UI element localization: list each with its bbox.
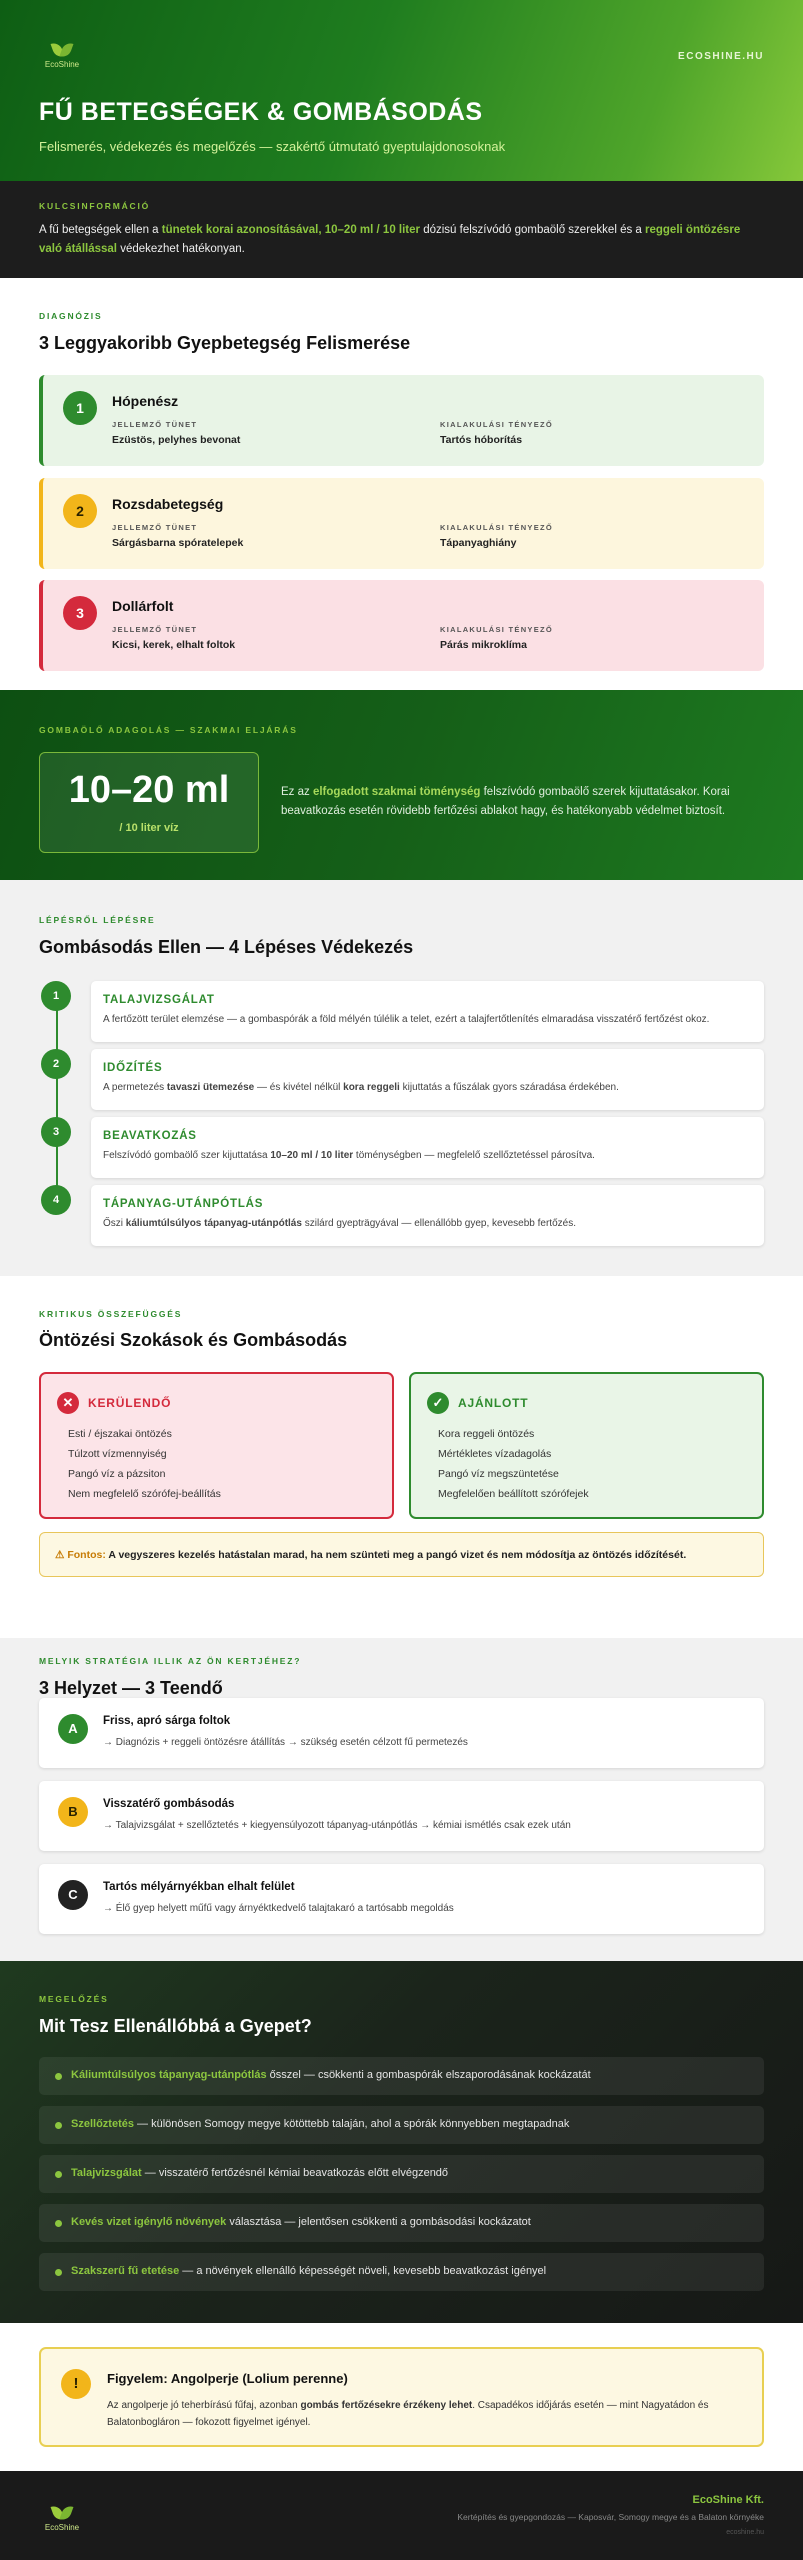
dose-kicker: GOMBAÖLŐ ADAGOLÁS — SZAKMAI ELJÁRÁS [39, 725, 298, 735]
bullet-icon [55, 2171, 62, 2178]
strategy-card [39, 1781, 764, 1851]
step-text: Felszívódó gombaölő szer kijuttatása [103, 1150, 271, 1161]
bullet-icon [55, 2220, 62, 2227]
step-number: 3 [41, 1117, 71, 1147]
key-text-part: A fű betegségek ellen a [39, 224, 162, 236]
warning-section [0, 2323, 803, 2471]
footer [0, 2471, 803, 2560]
step-number: 1 [41, 981, 71, 1011]
list-item: Nem megfelelő szórófej-beállítás [68, 1488, 221, 1500]
key-info-section [0, 181, 803, 278]
disease-number: 1 [63, 391, 97, 425]
list-item: Túlzott vízmennyiség [68, 1448, 167, 1460]
disease-number: 3 [63, 596, 97, 630]
step-description [103, 1014, 709, 1025]
step-card [52, 981, 764, 1042]
step-card [52, 1117, 764, 1178]
steps-kicker: LÉPÉSRŐL LÉPÉSRE [39, 915, 156, 925]
timeline-line [56, 995, 58, 1205]
prevention-rest: — a növények ellenálló képességét növeli, kevesebb beavatkozást igényel [179, 2265, 547, 2277]
footer-logo-text: EcoShine [44, 2523, 80, 2532]
prevention-title: Mit Tesz Ellenállóbbá a Gyepet? [39, 2016, 312, 2036]
symptom-label: JELLEMZŐ TÜNET [112, 523, 198, 532]
diagnosis-kicker: DIAGNÓZIS [39, 311, 103, 321]
list-item: Mértékletes vízadagolás [438, 1448, 552, 1460]
prevention-bold: Káliumtúlsúlyos tápanyag-utánpótlás [71, 2069, 267, 2081]
factor-value: Tápanyaghiány [440, 537, 517, 549]
step-description [103, 1150, 595, 1161]
step-text: szilárd gyepträgyával — ellenállóbb gyep, kevesebb fertőzés. [301, 1218, 576, 1229]
step-bold: kora reggeli [343, 1082, 400, 1093]
irrigation-title: Öntözési Szokások és Gombásodás [39, 1330, 348, 1350]
diagnosis-title: 3 Leggyakoribb Gyepbetegség Felismerése [39, 333, 411, 353]
warning-icon: ! [61, 2369, 91, 2399]
warning-text-part: . Csapadékos időjárás esetén — mint Nagyatádon és Balatonbogláron — fokozott figyelmet igényel. [107, 2400, 709, 2428]
step-title: TALAJVIZSGÁLAT [103, 994, 215, 1006]
factor-label: KIALAKULÁSI TÉNYEZŐ [440, 625, 554, 634]
prevention-rest: ősszel — csökkenti a gombaspórák elszaporodásának kockázatát [266, 2069, 591, 2081]
bullet-icon [55, 2269, 62, 2276]
close-icon: ✕ [57, 1392, 79, 1414]
irrigation-section [0, 1276, 803, 1638]
prevention-rest: — különösen Somogy megye kötöttebb talaján, ahol a spórák könnyebben megtapadnak [133, 2118, 570, 2130]
footer-site-link[interactable]: ecoshine.hu [726, 2529, 764, 2536]
leaf-icon [53, 2499, 71, 2521]
site-link[interactable]: ECOSHINE.HU [678, 51, 764, 62]
warning-box [39, 2347, 764, 2447]
step-text: A fertőzött terület elemzése — a gombaspórák a föld mélyén túlélik a telet, ezért a talajfertőtlenítés elmaradása visszatérő fertőzést okoz. [103, 1014, 710, 1025]
prevention-item [39, 2106, 764, 2144]
footer-company: EcoShine Kft. [692, 2494, 764, 2506]
strategy-card [39, 1864, 764, 1934]
prevention-item [39, 2155, 764, 2193]
list-item: Pangó víz a pázsiton [68, 1468, 166, 1480]
diagnosis-section [0, 278, 803, 690]
list-item: Esti / éjszakai öntözés [68, 1428, 172, 1440]
step-title: IDŐZÍTÉS [103, 1062, 163, 1074]
page-title: FŰ BETEGSÉGEK & GOMBÁSODÁS [39, 98, 483, 126]
steps-title: Gombásodás Ellen — 4 Lépéses Védekezés [39, 937, 414, 957]
strategy-section [0, 1638, 803, 1961]
step-description [103, 1082, 619, 1093]
dose-box [39, 752, 259, 853]
strategy-card [39, 1698, 764, 1768]
prevention-text [71, 2118, 569, 2130]
page-subtitle: Felismerés, védekezés és megelőzés — szakértő útmutató gyeptulajdonosoknak [39, 139, 506, 154]
key-text-part: védekezhet hatékonyan. [117, 243, 245, 255]
key-info-text [39, 221, 764, 259]
key-info-kicker: KULCSINFORMÁCIÓ [39, 201, 151, 211]
strategy-letter: A [58, 1714, 88, 1744]
factor-label: KIALAKULÁSI TÉNYEZŐ [440, 523, 554, 532]
strategy-letter: C [58, 1880, 88, 1910]
strategy-card-title: Visszatérő gombásodás [103, 1798, 235, 1810]
recommended-list [438, 1428, 589, 1508]
factor-value: Tartós hóborítás [440, 434, 523, 446]
disease-card [39, 580, 764, 671]
symptom-label: JELLEMZŐ TÜNET [112, 625, 198, 634]
strategy-title: 3 Helyzet — 3 Teendő [39, 1678, 223, 1698]
prevention-bold: Szakszerű fű etetése [71, 2265, 180, 2277]
disease-number: 2 [63, 494, 97, 528]
footer-logo[interactable] [39, 2499, 85, 2532]
dose-unit: / 10 liter víz [119, 822, 179, 834]
warning-text [107, 2397, 747, 2431]
bullet-icon [55, 2122, 62, 2129]
bullet-icon [55, 2073, 62, 2080]
step-number: 4 [41, 1185, 71, 1215]
strategy-card-title: Tartós mélyárnyékban elhalt felület [103, 1881, 295, 1893]
list-item: Pangó víz megszüntetése [438, 1468, 559, 1480]
strategy-card-desc: → Talajvizsgálat + szellőztetés + kiegyensúlyozott tápanyag-utánpótlás → kémiai ismétlés csak ezek után [103, 1820, 571, 1831]
steps-section [0, 880, 803, 1276]
dose-section [0, 690, 803, 880]
recommended-box [409, 1372, 764, 1519]
prevention-rest: — visszatérő fertőzésnél kémiai beavatkozás előtt elvégzendő [141, 2167, 449, 2179]
dose-amount: 10–20 ml [68, 769, 230, 811]
step-card [52, 1049, 764, 1110]
step-text: kijuttatás a fűszálak gyors száradása érdekében. [399, 1082, 619, 1093]
prevention-section [0, 1961, 803, 2323]
step-description [103, 1218, 576, 1229]
factor-value: Párás mikroklíma [440, 639, 527, 651]
disease-name: Dollárfolt [112, 598, 174, 614]
irrigation-kicker: KRITIKUS ÖSSZEFÜGGÉS [39, 1309, 183, 1319]
prevention-text [71, 2265, 546, 2277]
prevention-rest: választása — jelentősen csökkenti a gombásodási kockázatot [226, 2216, 531, 2228]
symptom-value: Sárgásbarna spóratelepek [112, 537, 244, 549]
symptom-value: Ezüstös, pelyhes bevonat [112, 434, 241, 446]
step-text: Őszi [103, 1218, 126, 1229]
step-bold: káliumtúlsúlyos tápanyag-utánpótlás [125, 1218, 302, 1229]
logo-text: EcoShine [44, 60, 80, 69]
prevention-bold: Szellőztetés [71, 2118, 134, 2130]
check-icon: ✓ [427, 1392, 449, 1414]
note-label: ⚠ Fontos: [55, 1549, 106, 1561]
strategy-card-title: Friss, apró sárga foltok [103, 1715, 231, 1727]
step-text: A permetezés [103, 1082, 167, 1093]
prevention-bold: Kevés vizet igénylő növények [71, 2216, 227, 2228]
symptom-label: JELLEMZŐ TÜNET [112, 420, 198, 429]
step-text: — és kivétel nélkül [254, 1082, 344, 1093]
factor-label: KIALAKULÁSI TÉNYEZŐ [440, 420, 554, 429]
step-card [52, 1185, 764, 1246]
warning-bold: gombás fertőzésekre érzékeny lehet [300, 2400, 473, 2411]
footer-description: Kertépítés és gyepgondozás — Kaposvár, Somogy megye és a Balaton környéke [457, 2512, 764, 2522]
prevention-text [71, 2216, 531, 2228]
list-item: Megfelelően beállított szórófejek [438, 1488, 589, 1500]
strategy-card-desc: → Diagnózis + reggeli öntözésre átállítás → szükség esetén célzott fű permetezés [103, 1737, 468, 1748]
avoid-title: KERÜLENDŐ [88, 1396, 172, 1410]
step-text: töménységben — megfelelő szellőztetéssel párosítva. [353, 1150, 595, 1161]
prevention-item [39, 2253, 764, 2291]
recommended-title: AJÁNLOTT [458, 1396, 529, 1410]
step-title: TÁPANYAG-UTÁNPÓTLÁS [103, 1198, 264, 1210]
disease-card [39, 478, 764, 569]
symptom-value: Kicsi, kerek, elhalt foltok [112, 639, 236, 651]
dose-text-part: felszívódó gombaölő szerek kijuttatásakor. Korai beavatkozás esetén rövidebb fertőzési ablakot hagy, és hatékonyabb védelmet biztosít. [281, 786, 730, 817]
prevention-text [71, 2167, 448, 2179]
step-title: BEAVATKOZÁS [103, 1130, 197, 1142]
prevention-bold: Talajvizsgálat [71, 2167, 142, 2179]
logo[interactable] [39, 36, 85, 69]
step-bold: 10–20 ml / 10 liter [270, 1150, 354, 1161]
disease-name: Rozsdabetegség [112, 496, 224, 512]
dose-description [281, 783, 764, 821]
key-text-part: dózisú felszívódó gombaölő szerekkel és a [420, 224, 646, 236]
prevention-kicker: MEGELŐZÉS [39, 1994, 109, 2004]
warning-text-part: Az angolperje jó teherbírású fűfaj, azonban [107, 2400, 301, 2411]
prevention-item [39, 2057, 764, 2095]
dose-highlight: elfogadott szakmai töménység [312, 786, 481, 798]
note-body: A vegyszeres kezelés hatástalan marad, ha nem szünteti meg a pangó vizet és nem módosítja az öntözés időzítését. [105, 1549, 687, 1561]
disease-name: Hópenész [112, 393, 179, 409]
leaf-icon [53, 36, 71, 58]
key-highlight: reggeli öntözésre való átállással [39, 224, 741, 255]
key-highlight: tünetek korai azonosításával, 10–20 ml / 10 liter [161, 224, 420, 236]
warning-title: Figyelem: Angolperje (Lolium perenne) [107, 2371, 348, 2386]
prevention-item [39, 2204, 764, 2242]
strategy-card-desc: → Élő gyep helyett műfű vagy árnyéktkedvelő talajtakaró a tartósabb megoldás [103, 1903, 454, 1914]
hero-banner [0, 0, 803, 181]
strategy-letter: B [58, 1797, 88, 1827]
step-number: 2 [41, 1049, 71, 1079]
step-bold: tavaszi ütemezése [166, 1082, 255, 1093]
avoid-list [68, 1428, 221, 1508]
strategy-kicker: MELYIK STRATÉGIA ILLIK AZ ÖN KERTJÉHEZ? [39, 1656, 302, 1666]
disease-card [39, 375, 764, 466]
important-note [39, 1532, 764, 1577]
avoid-box [39, 1372, 394, 1519]
note-text [55, 1549, 686, 1561]
list-item: Kora reggeli öntözés [438, 1428, 535, 1440]
prevention-text [71, 2069, 591, 2081]
dose-text-part: Ez az [281, 786, 313, 798]
